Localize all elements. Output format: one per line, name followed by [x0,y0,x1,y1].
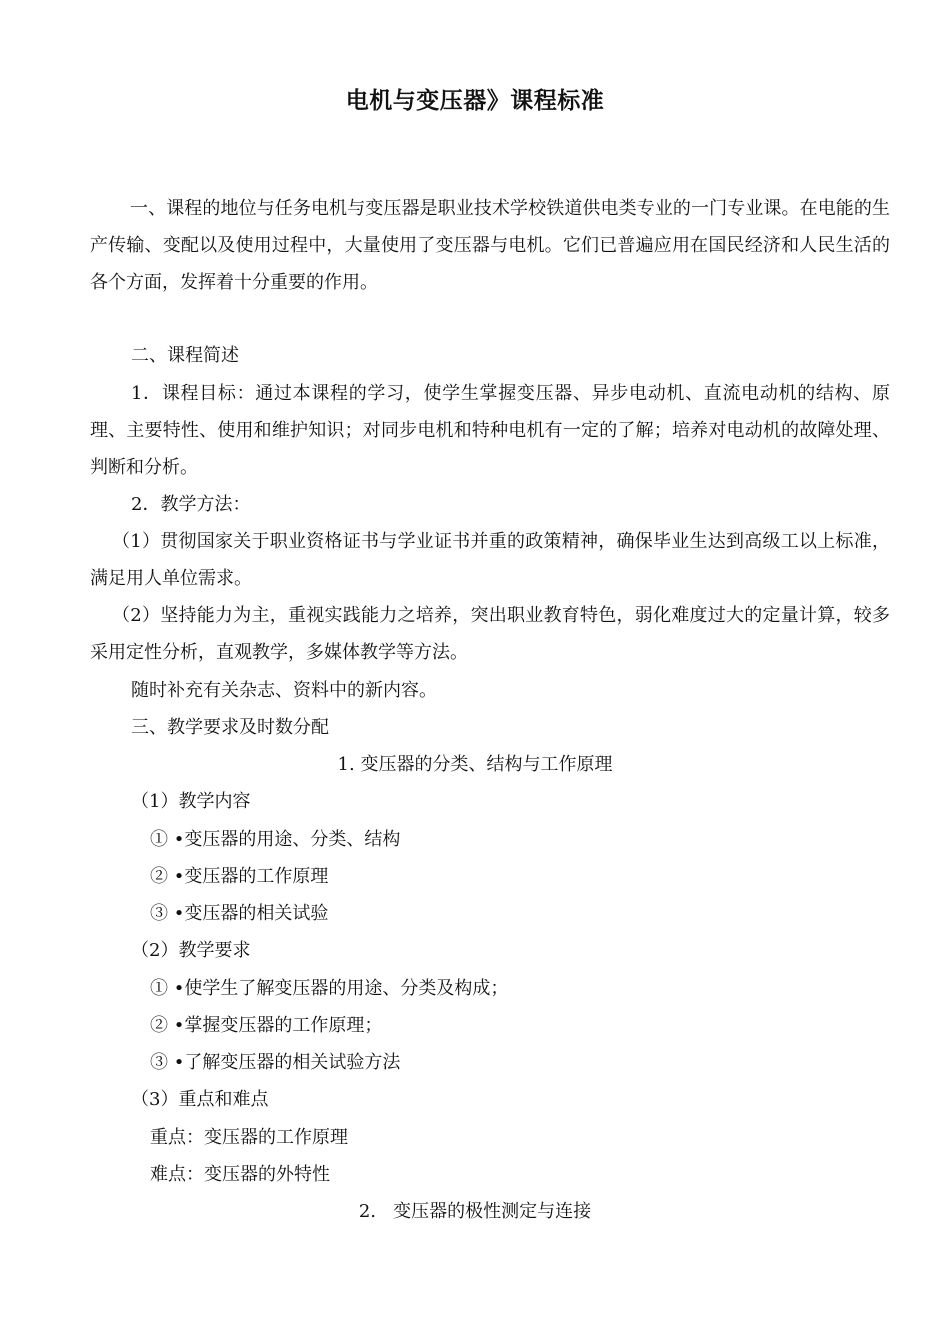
key-difficulty-heading: （3）重点和难点 [131,1089,269,1110]
requirement-item: ① •使学生了解变压器的用途、分类及构成； [150,978,509,999]
requirement-heading: （2）教学要求 [131,940,251,961]
teaching-method-heading: 2．教学方法： [131,494,251,515]
unit1-title: 1. 变压器的分类、结构与工作原理 [337,754,613,775]
difficulty-point: 难点：变压器的外特性 [150,1164,330,1185]
content-heading: （1）教学内容 [131,791,251,812]
course-position-paragraph: 一、课程的地位与任务电机与变压器是职业技术学校铁道供电类专业的一门专业课。在电能的生产传输、变配以及使用过程中，大量使用了变压器与电机。它们已普遍应用在国民经济和人民生活的各个方面，发挥着十分重要的作用。 [90,198,890,293]
unit2-title: 2. 变压器的极性测定与连接 [358,1201,592,1222]
content-item: ③ •变压器的相关试验 [150,903,329,924]
content-item: ① •变压器的用途、分类、结构 [150,829,401,850]
key-point: 重点：变压器的工作原理 [150,1127,348,1148]
content-item: ② •变压器的工作原理 [150,866,329,887]
teaching-method-item-1: （1）贯彻国家关于职业资格证书与学业证书并重的政策精神，确保毕业生达到高级工以上标准，满足用人单位需求。 [90,531,890,589]
course-goal-paragraph: 1．课程目标：通过本课程的学习，使学生掌握变压器、异步电动机、直流电动机的结构、原理、主要特性、使用和维护知识；对同步电机和特种电机有一定的了解；培养对电动机的故障处理、判断和分析。 [90,383,890,478]
requirement-item: ② •掌握变压器的工作原理； [150,1015,383,1036]
section2-heading: 二、课程简述 [131,345,239,366]
section3-heading: 三、教学要求及时数分配 [131,717,329,738]
requirement-item: ③ •了解变压器的相关试验方法 [150,1052,401,1073]
supplement-note: 随时补充有关杂志、资料中的新内容。 [131,680,437,701]
teaching-method-item-2: （2）坚持能力为主，重视实践能力之培养，突出职业教育特色，弱化难度过大的定量计算，较多采用定性分析，直观教学，多媒体教学等方法。 [90,605,890,663]
document-title: 电机与变压器》课程标准 [345,88,605,114]
